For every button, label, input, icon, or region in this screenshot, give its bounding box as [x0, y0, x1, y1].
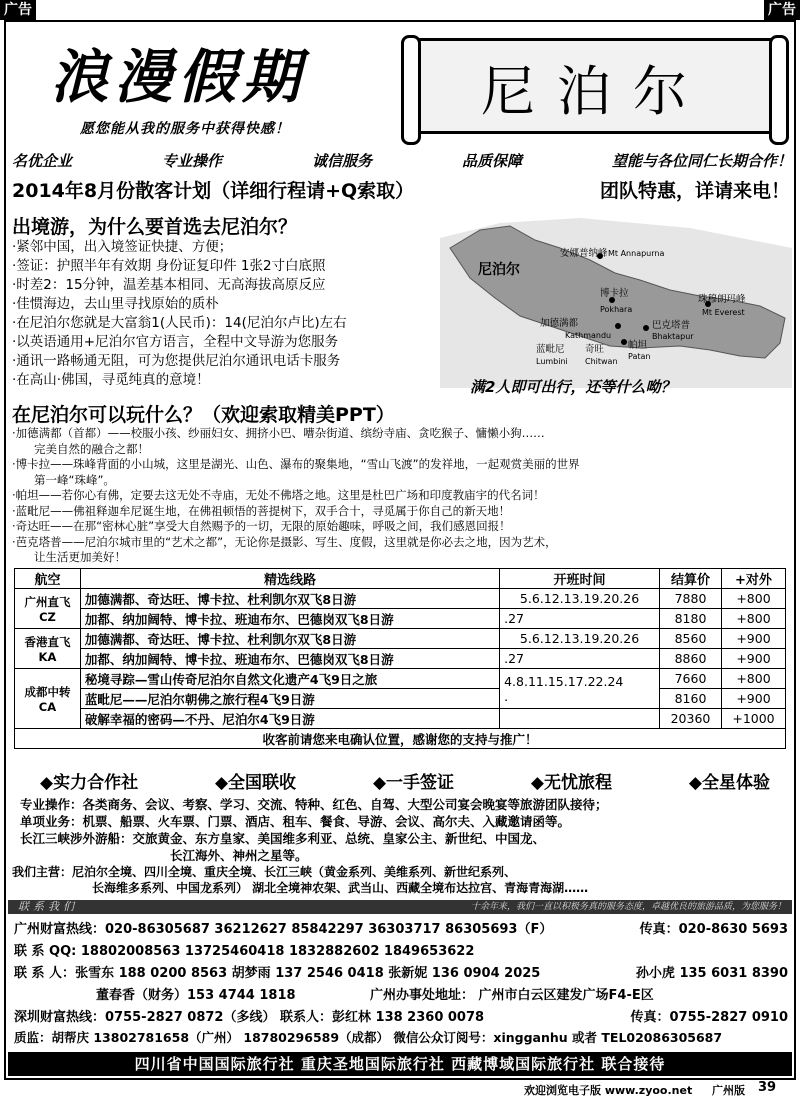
ad-tag-right: 广告	[764, 0, 800, 20]
airline-name: 成都中转	[24, 684, 71, 699]
sz-fax: 传真：0755-2827 0910	[630, 1010, 788, 1025]
map-place-zh: 加德满都	[540, 318, 579, 329]
table-header-cell: 航空	[15, 569, 81, 589]
list-item: ·时差2：15分钟，温差基本相同、无高海拔高原反应	[12, 277, 326, 293]
gz-hotline-numbers: 020-86305687 36212627 85842297 36303717 86305693（F）	[105, 922, 553, 937]
map-marker	[643, 325, 649, 331]
services-block	[20, 796, 608, 864]
qq-line	[14, 940, 474, 959]
price-cell: 8160	[660, 689, 722, 709]
gz-hotline	[14, 918, 552, 937]
product-line: 我们主营：尼泊尔全境、四川全境、重庆全境、长江三峡（黄金系列、美维系列、新世纪系列、	[12, 865, 517, 879]
route-cell: 加都、纳加阔特、博卡拉、班迪布尔、巴德岗双飞8日游	[80, 609, 499, 629]
list-item: 让生活更加美好！	[34, 550, 126, 564]
plan-title: 2014年8月份散客计划（详细行程请+Q索取）	[12, 180, 415, 202]
service-line: 单项业务：机票、船票、火车票、门票、酒店、租车、餐食、导游、会议、高尔夫、入藏邀请函等。	[20, 814, 571, 829]
play-list	[12, 426, 788, 566]
airline-cell	[15, 629, 81, 669]
why-list	[12, 238, 347, 390]
list-item: ·紧邻中国，出入境签证快捷、方便；	[12, 239, 233, 255]
airline-code: KA	[38, 649, 57, 664]
route-cell: 破解幸福的密码—不丹、尼泊尔4飞9日游	[80, 709, 499, 729]
qq-numbers: 18802008563 13725460418 1832882602 1849653622	[80, 944, 475, 959]
extra-cell: +900	[721, 629, 785, 649]
finance-contact: 董春香（财务）153 4744 1818	[96, 988, 296, 1003]
map-place-zh: 帕坦	[628, 340, 648, 351]
list-item: ·佳惯海边，去山里寻找原始的质朴	[12, 296, 219, 312]
map-marker	[615, 323, 621, 329]
extra-cell: +900	[721, 689, 785, 709]
extra-cell: +800	[721, 669, 785, 689]
tour-table	[14, 568, 786, 749]
map-place-en: Kathmandu	[565, 331, 612, 340]
map-place-zh: 珠穆朗玛峰	[698, 294, 746, 305]
table-header-cell: 精选线路	[80, 569, 499, 589]
person-list: 张雪东 188 0200 8563 胡梦雨 137 2546 0418 张新妮 136 0904 2025	[75, 966, 541, 981]
table-header-cell: 结算价	[660, 569, 722, 589]
country-title: 尼泊尔	[481, 60, 709, 123]
slogan-item: 名优企业	[12, 152, 73, 170]
table-header	[15, 569, 786, 589]
list-item: ·奇达旺——在那“密林心脏”享受大自然赐予的一切，无限的原始趣味，呼吸之间，我们感恩回报！	[12, 519, 511, 533]
slogan-row	[12, 150, 792, 171]
table-row	[15, 629, 786, 649]
airline-cell	[15, 669, 81, 729]
list-item: ·芭克塔普——尼泊尔城市里的“艺术之都”，无论你是摄影、写生、度假，这里就是你必去之地，因为艺术，	[12, 534, 557, 549]
price-cell: 7880	[660, 589, 722, 609]
table-footer-note: 收客前请您来电确认位置，感谢您的支持与推广！	[15, 729, 786, 749]
map-place-en: Lumbini	[536, 357, 568, 366]
contact-strip	[8, 900, 792, 914]
map-place-zh: 蓝毗尼	[536, 344, 565, 355]
map-place-en: Mt Everest	[702, 308, 745, 317]
table-row	[15, 709, 786, 729]
contact-person-right: 孙小虎 135 6031 8390	[635, 966, 788, 981]
contact-persons	[14, 962, 540, 981]
page-number: 39	[758, 1080, 777, 1095]
map-place-en: Patan	[628, 352, 651, 361]
brand-slogan: 愿您能从我的服务中获得快感！	[80, 121, 290, 137]
dates-cell: 5.6.12.13.19.20.26	[500, 629, 660, 649]
map-place-en: Bhaktapur	[652, 332, 694, 341]
route-cell: 秘境寻踪—雪山传奇尼泊尔自然文化遗产4飞9日之旅	[80, 669, 499, 689]
list-item: ·签证：护照半年有效期 身份证复印件 1张2寸白底照	[12, 258, 326, 274]
route-cell: 加都、纳加阔特、博卡拉、班迪布尔、巴德岗双飞8日游	[80, 649, 499, 669]
supervisor-line: 质监：胡帮庆 13802781658（广州） 18780296589（成都） 微信公众订阅号：xingganhu 或者 TEL02086305687	[14, 1030, 723, 1045]
price-cell: 8860	[660, 649, 722, 669]
dates-cell	[500, 669, 660, 709]
table-row	[15, 609, 786, 629]
product-line: 长海维多系列、中国龙系列） 湖北全境神农架、武当山、西藏全境布达拉宫、青海青海湖……	[92, 881, 589, 895]
sz-hotline: 深圳财富热线：0755-2827 0872（多线） 联系人：彭红林 138 2360 0078	[14, 1010, 485, 1025]
airline-name: 广州直飞	[24, 594, 71, 609]
table-row	[15, 689, 786, 709]
table-row	[15, 649, 786, 669]
list-item: ·蓝毗尼——佛祖释迦牟尼诞生地，在佛祖顿悟的菩提树下，双手合十，寻觅属于你自己的新天地！	[12, 503, 511, 518]
table-header-cell: +对外	[721, 569, 785, 589]
price-cell: 7660	[660, 669, 722, 689]
slogan-item: 诚信服务	[311, 152, 372, 170]
team-offer: 团队特惠，详请来电！	[599, 180, 790, 202]
map-place-zh: 奇旺	[585, 344, 605, 355]
dates-line: .	[504, 688, 509, 704]
table-row	[15, 669, 786, 689]
route-cell: 加德满都、奇达旺、博卡拉、杜利凯尔双飞8日游	[80, 589, 499, 609]
feature-item: ◆全国联收	[214, 773, 297, 793]
service-line: 长江海外、神州之星等。	[170, 848, 308, 863]
gz-office-address: 广州办事处地址： 广州市白云区建发广场F4-E区	[370, 988, 654, 1003]
price-cell: 8560	[660, 629, 722, 649]
dates-cell: .27	[500, 649, 660, 669]
price-cell: 20360	[660, 709, 722, 729]
service-line: 专业操作：各类商务、会议、考察、学习、交流、特种、红色、自驾、大型公司宴会晚宴等旅游团队接待；	[20, 797, 608, 812]
footer-site: 欢迎浏览电子版 www.zyoo.net	[524, 1084, 693, 1097]
airline-code: CA	[38, 699, 57, 714]
feature-item: ◆全星体验	[688, 773, 770, 793]
nepal-map	[440, 218, 792, 388]
contact-strip-motto: 十余年来，我们一直以积极务真的服务态度，卓越优良的旅游品质，为您服务！	[470, 902, 786, 912]
feature-item: ◆一手签证	[372, 773, 455, 793]
list-item: ·博卡拉——珠峰背面的小山城，这里是湖光、山色、瀑布的聚集地，“雪山飞渡”的发祥地，一起观赏美丽的世界	[12, 457, 580, 471]
price-cell: 8180	[660, 609, 722, 629]
map-place-zh: 博卡拉	[600, 288, 629, 299]
map-place-zh: 巴克塔普	[652, 320, 691, 331]
feature-item: ◆实力合作社	[40, 773, 139, 793]
slogan-item: 望能与各位同仁长期合作！	[611, 152, 792, 170]
ad-tag-left: 广告	[0, 0, 36, 20]
map-place-en: Pokhara	[600, 305, 633, 314]
table-header-cell: 开班时间	[500, 569, 660, 589]
qq-label: 联 系 QQ:	[14, 944, 77, 959]
country-scroll	[410, 38, 780, 134]
list-item: ·帕坦——若你心有佛，定要去这无处不寺庙，无处不佛塔之地。这里是杜巴广场和印度教庙宇的代名词！	[12, 488, 545, 502]
map-marker	[621, 339, 627, 345]
gz-fax: 传真：020-8630 5693	[639, 922, 788, 937]
slogan-item: 品质保障	[461, 152, 522, 170]
gz-hotline-label: 广州财富热线：	[14, 922, 106, 937]
list-item: ·在高山·佛国，寻觅纯真的意境！	[12, 372, 210, 388]
list-item: 第一峰“珠峰”。	[34, 472, 115, 487]
brand-logo: 浪漫假期	[50, 43, 307, 111]
extra-cell: +800	[721, 589, 785, 609]
main-products	[12, 864, 588, 896]
map-place-zh: 安娜普纳峰	[560, 248, 608, 259]
map-country-label: 尼泊尔	[478, 262, 520, 278]
list-item: ·以英语通用+尼泊尔官方语言，全程中文导游为您服务	[12, 334, 339, 350]
list-item: ·加德满都（首都）——校服小孩、纱丽妇女、拥挤小巴、嘈杂街道、缤纷寺庙、贪吃猴子、慵懒小狗……	[12, 426, 545, 440]
extra-cell: +900	[721, 649, 785, 669]
list-item: 完美自然的融合之都！	[34, 441, 149, 456]
feature-row	[40, 768, 770, 793]
airline-code: CZ	[39, 609, 56, 624]
table-row	[15, 589, 786, 609]
why-heading: 出境游，为什么要首选去尼泊尔？	[12, 216, 298, 238]
service-line: 长江三峡涉外游船：交旅黄金、东方皇家、美国维多利亚、总统、皇家公主、新世纪、中国龙、	[20, 831, 546, 846]
feature-item: ◆无忧旅程	[530, 773, 612, 793]
table-footer	[15, 729, 786, 749]
extra-cell: +1000	[721, 709, 785, 729]
footer-edition: 广州版	[712, 1084, 745, 1097]
dates-cell: 5.6.12.13.19.20.26	[500, 589, 660, 609]
route-cell: 加德满都、奇达旺、博卡拉、杜利凯尔双飞8日游	[80, 629, 499, 649]
list-item: ·在尼泊尔您就是大富翁1(人民币)：14(尼泊尔卢比)左右	[12, 315, 347, 331]
route-cell: 蓝毗尼——尼泊尔朝佛之旅行程4飞9日游	[80, 689, 499, 709]
play-heading: 在尼泊尔可以玩什么？（欢迎索取精美PPT）	[12, 404, 395, 426]
airline-name: 香港直飞	[24, 634, 71, 649]
dates-cell	[500, 709, 660, 729]
map-place-en: Chitwan	[585, 357, 618, 366]
extra-cell: +800	[721, 609, 785, 629]
airline-cell	[15, 589, 81, 629]
group-offer-caption: 满2人即可出行，还等什么呦？	[470, 378, 676, 396]
map-place-en: Mt Annapurna	[608, 249, 665, 258]
partner-bar: 四川省中国国际旅行社 重庆圣地国际旅行社 西藏博域国际旅行社 联合接待	[8, 1052, 792, 1076]
contact-strip-title: 联系我们	[18, 900, 78, 913]
dates-line: 4.8.11.15.17.22.24	[504, 673, 624, 689]
list-item: ·通讯一路畅通无阻，可为您提供尼泊尔通讯电话卡服务	[12, 353, 341, 369]
dates-cell: .27	[500, 609, 660, 629]
slogan-item: 专业操作	[161, 152, 222, 170]
person-label: 联 系 人：	[14, 966, 76, 981]
